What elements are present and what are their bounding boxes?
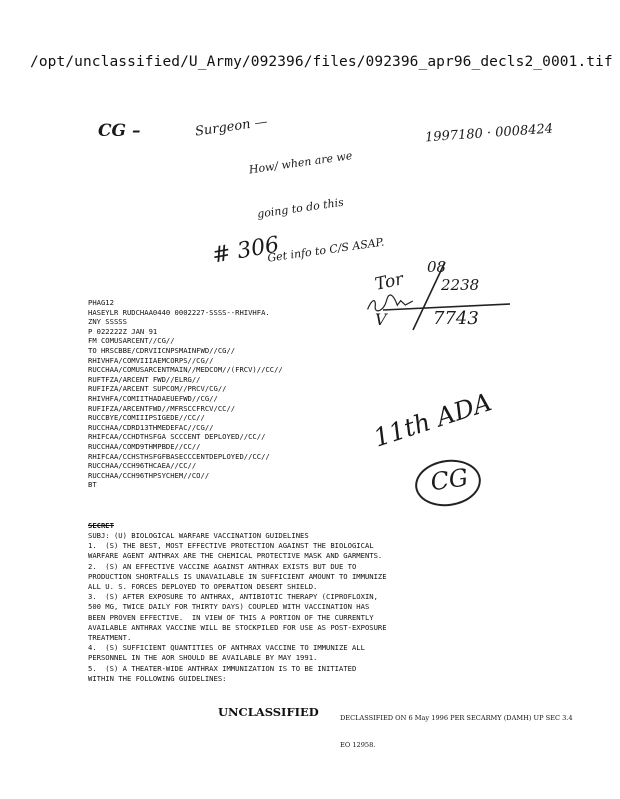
body-line: TREATMENT. [88, 633, 132, 643]
body-line: 2. (S) AN EFFECTIVE VACCINE AGAINST ANTHRAX EXISTS BUT DUE TO [88, 561, 357, 571]
routing-bottom-mark: V [375, 310, 387, 329]
handwritten-cg-mark: CG – [98, 121, 141, 141]
body-line: WARFARE AGENT ANTHRAX ARE THE CHEMICAL PROTECTIVE MASK AND GARMENTS. [88, 551, 383, 561]
body-line: PRODUCTION SHORTFALLS IS UNAVAILABLE IN SUFFICIENT AMOUNT TO IMMUNIZE [88, 571, 387, 581]
body-line: BEEN PROVEN EFFECTIVE. IN VIEW OF THIS A PORTION OF THE CURRENTLY [88, 612, 374, 622]
body-line: PERSONNEL IN THE AOR SHOULD BE AVAILABLE BY MAY 1991. [88, 653, 318, 663]
body-line: 3. (S) AFTER EXPOSURE TO ANTHRAX, ANTIBIOTIC THERAPY (CIPROFLOXIN, [88, 592, 378, 602]
header-line: BT [88, 480, 97, 490]
handwritten-doc-number: 1997180 · 0008424 [424, 121, 554, 146]
circled-cg [412, 456, 484, 511]
body-line: 500 MG, TWICE DAILY FOR THIRTY DAYS) COUPLED WITH VACCINATION HAS [88, 602, 370, 612]
note-line: Surgeon — [194, 114, 269, 140]
note-line: going to do this [256, 195, 345, 221]
body-line: WITHIN THE FOLLOWING GUIDELINES: [88, 673, 227, 683]
routing-annotation [375, 258, 515, 338]
header-line: RUFIFZA/ARCENTFWD//MFRSCCFRCV/CC// [88, 403, 236, 413]
header-line: RUFTFZA/ARCENT FWD//ELRG// [88, 374, 201, 384]
header-line: PHAG12 [88, 298, 114, 307]
file-path: /opt/unclassified/U_Army/092396/files/092396_apr96_decls2_0001.tif [30, 54, 613, 70]
classification-struck: SECRET [88, 521, 114, 530]
header-line: RHIVHFA/COMIITHADAEUEFWD//CG// [88, 393, 218, 403]
body-line: AVAILABLE ANTHRAX VACCINE WILL BE STOCKPILED FOR USE AS POST-EXPOSURE [88, 622, 387, 632]
header-line: RHIVHFA/COMVIIIAEMCORPS//CG// [88, 355, 214, 365]
body-line: 1. (S) THE BEST, MOST EFFECTIVE PROTECTION AGAINST THE BIOLOGICAL [88, 541, 374, 551]
message-header [88, 298, 283, 490]
body-line: SUBJ: (U) BIOLOGICAL WARFARE VACCINATION GUIDELINES [88, 531, 309, 540]
header-line: RHIFCAA/CCHDTHSFGA SCCCENT DEPLOYED//CC// [88, 432, 266, 442]
circled-cg-text: CG [428, 463, 470, 497]
header-line: RUCCHAA/CCH96THCAEA//CC// [88, 461, 197, 471]
declass-line: EO 12958. [340, 741, 376, 749]
handwritten-306: # 306 [210, 232, 282, 269]
header-line: RUFIFZA/ARCENT SUPCOM//PRCV/CG// [88, 384, 227, 394]
unit-label: 11th ADA [370, 387, 496, 453]
header-line: P 022222Z JAN 91 [88, 326, 158, 336]
header-line: FM COMUSARCENT//CG// [88, 336, 175, 346]
declass-line: DECLASSIFIED ON 6 May 1996 PER SECARMY (DAMH) UP SEC 3.4 [340, 714, 573, 722]
note-line: How/ when are we [248, 149, 354, 177]
body-line: 5. (S) A THEATER-WIDE ANTHRAX IMMUNIZATION IS TO BE INITIATED [88, 663, 357, 673]
header-line: RUCCHAA/COMUSARCENTMAIN//MEDCOM//(FRCV)//CC// [88, 365, 283, 375]
routing-tor-label: Tor [373, 269, 406, 295]
note-line: Get info to C/S ASAP. [266, 235, 386, 265]
header-line: RHIFCAA/CCHSTHSFGFBASECCCENTDEPLOYED//CC// [88, 451, 270, 461]
header-line: RUCCBYE/COMIIIPSIGEDE//CC// [88, 413, 205, 423]
header-line: ZNY SSSSS [88, 317, 127, 327]
routing-top-number: 08 [427, 258, 447, 276]
message-body [88, 531, 387, 684]
header-line: HASEYLR RUDCHAA0440 0002227-SSSS--RHIVHFA. [88, 307, 270, 317]
header-line: RUCCHAA/CCH96THPSYCHEM//CO// [88, 470, 210, 480]
routing-time: 2238 [441, 276, 480, 294]
header-line: TO HRSCBBE/CDRVIICNPSMAINFWD//CG// [88, 345, 236, 355]
declassification-stamp [340, 696, 573, 759]
body-line: 4. (S) SUFFICIENT QUANTITIES OF ANTHRAX VACCINE TO IMMUNIZE ALL [88, 643, 365, 653]
header-line: RUCCHAA/COMD9THMPBDE//CC// [88, 441, 201, 451]
routing-bottom-number: 7743 [433, 308, 479, 329]
unit-annotation [370, 387, 510, 515]
classification-footer: UNCLASSIFIED [218, 705, 319, 719]
header-line: RUCCHAA/CDRD13THMEDEFAC//CG// [88, 422, 214, 432]
body-line: ALL U. S. FORCES DEPLOYED TO OPERATION DESERT SHIELD. [88, 582, 318, 592]
